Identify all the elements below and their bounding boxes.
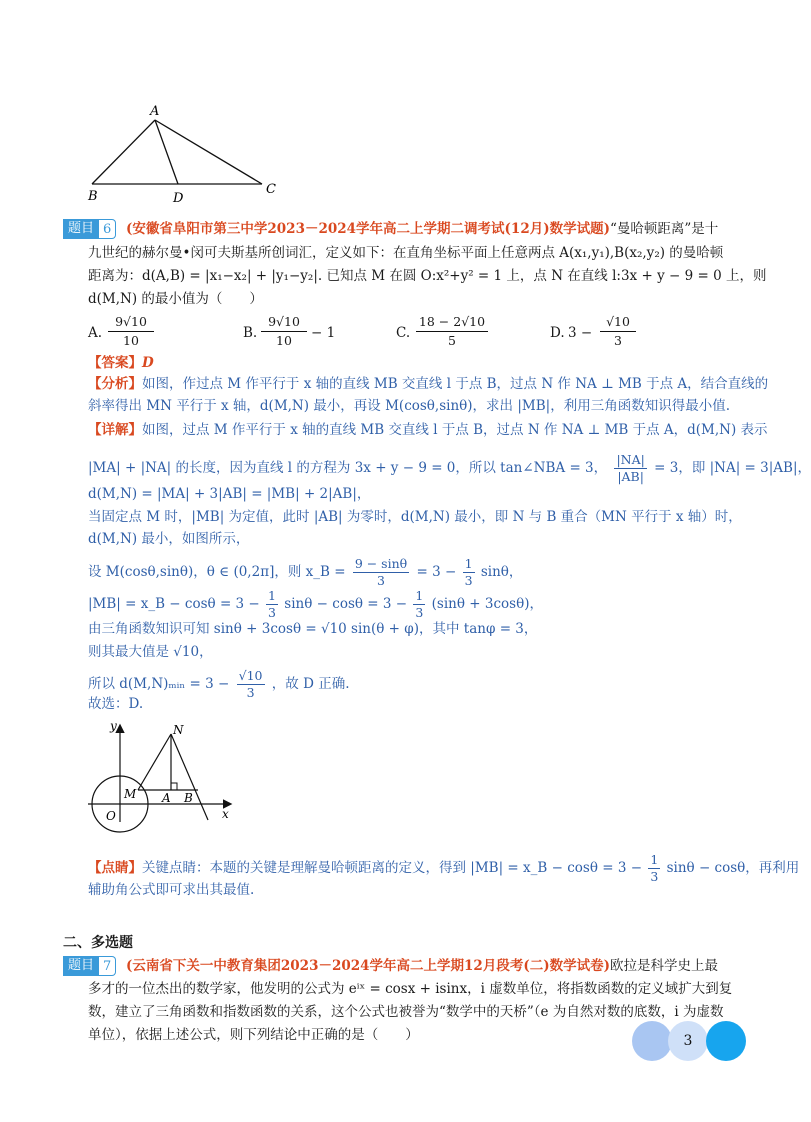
detail-line7-den2: 3 [415, 605, 424, 620]
detail-line2-den: |AB| [617, 469, 644, 484]
option-d-label: D. [550, 325, 565, 341]
detail-line6-c: sinθ， [480, 564, 523, 580]
detail-tag: 【详解】 [88, 422, 142, 438]
label-a: A [162, 791, 171, 805]
detail-line6-num: 9 − sinθ [354, 556, 408, 571]
option-d-den: 3 [614, 333, 622, 348]
detail-line10-b: ，故 D 正确. [271, 676, 350, 692]
analysis-line-1 [88, 374, 768, 394]
detail-line2-b: = 3，即 |NA| = 3|AB|， [654, 460, 811, 476]
question-badge-7 [63, 956, 116, 976]
detail-line7-frac2 [413, 588, 425, 621]
detail-line-8: 由三角函数知识可知 sinθ + 3cosθ = √10 sin(θ + φ)，其中 tanφ = 3， [88, 621, 538, 637]
label-o: O [106, 809, 116, 823]
option-b-den: 10 [276, 333, 292, 348]
detail-line-11: 故选：D. [88, 696, 144, 712]
detail-line10-den: 3 [246, 685, 255, 700]
answer-line [88, 353, 154, 373]
detail-line10-a: 所以 d(M,N)ₘᵢₙ = 3 − [88, 676, 230, 692]
detail-line-9: 则其最大值是 √10， [88, 644, 213, 660]
label-y: y [110, 719, 117, 733]
page-circle-right [706, 1021, 746, 1061]
badge-number: 7 [99, 956, 116, 976]
detail-line6-a: 设 M(cosθ,sinθ)，θ ∈ (0,2π]，则 x_B = [88, 564, 346, 580]
option-c-label: C. [396, 325, 411, 341]
detail-line7-num: 1 [268, 588, 276, 603]
detail-line2-a: |MA| + |NA| 的长度，因为直线 l 的方程为 3x + y − 9 = 0，所以 tan∠NBA = 3， [88, 460, 608, 476]
q7-line1-tail: 欧拉是科学史上最 [609, 958, 718, 974]
side-ab [92, 120, 155, 184]
detail-line-4: 当固定点 M 时，|MB| 为定值，此时 |AB| 为零时，d(M,N) 最小，即 N 与 B 重合（MN 平行于 x 轴）时， [88, 509, 742, 525]
answer-value: D [142, 355, 154, 371]
label-n: N [173, 723, 184, 737]
q7-line-2: 多才的一位杰出的数学家，他发明的公式为 eⁱˣ = cosx + isinx，i 虚数单位，将指数函数的定义域扩大到复 [88, 981, 733, 997]
comment-line1-b: sinθ − cosθ，再利用 [666, 860, 800, 876]
comment-tag: 【点睛】 [88, 860, 142, 876]
detail-line7-b: sinθ − cosθ = 3 − [284, 596, 408, 612]
detail-line-3: d(M,N) = |MA| + 3|AB| = |MB| + 2|AB|， [88, 486, 371, 502]
detail-line-1 [88, 420, 768, 440]
label-b: B [184, 791, 193, 805]
detail-line10-num: √10 [238, 668, 263, 683]
option-a-den: 10 [123, 333, 139, 348]
median-ad [155, 120, 178, 184]
detail-line10-frac [237, 668, 265, 701]
detail-line6-frac [353, 556, 409, 589]
detail-line-6 [88, 556, 522, 589]
comment-line1-a: 关键点睛：本题的关键是理解曼哈顿距离的定义，得到 |MB| = x_B − cosθ = 3 − [142, 860, 643, 876]
q6-line-3: 距离为：d(A,B) = |x₁−x₂| + |y₁−y₂|. 已知点 M 在圆 O:x²+y² = 1 上，点 N 在直线 l:3x + y − 9 = 0 上，则 [88, 268, 767, 284]
analysis-tag: 【分析】 [88, 376, 142, 392]
detail-line-7 [88, 588, 543, 621]
comment-frac [648, 852, 660, 885]
detail-line7-c: (sinθ + 3cosθ)， [431, 596, 543, 612]
badge-label: 题目 [63, 219, 99, 239]
analysis-text-1: 如图，作过点 M 作平行于 x 轴的直线 MB 交直线 l 于点 B，过点 N 作 NA ⊥ MB 于点 A，结合直线的 [142, 376, 769, 392]
q6-line-4: d(M,N) 的最小值为（ ） [88, 291, 263, 307]
detail-line7-frac [266, 588, 278, 621]
detail-line7-num2: 1 [415, 588, 424, 603]
segment-mn [138, 734, 171, 790]
comment-num: 1 [650, 852, 659, 867]
section-title: 二、多选题 [63, 935, 133, 951]
option-c-num: 18 − 2√10 [416, 313, 488, 332]
right-angle-mark [171, 783, 177, 790]
option-b-label: B. [243, 325, 258, 341]
option-a-num: 9√10 [108, 313, 154, 332]
option-d-num: √10 [600, 313, 636, 332]
badge-label: 题目 [63, 956, 99, 976]
detail-line-5: d(M,N) 最小，如图所示， [88, 531, 250, 547]
q7-source: (云南省下关一中教育集团2023－2024学年高二上学期12月段考(二)数学试卷) [126, 958, 610, 974]
q6-line-2: 九世纪的赫尔曼•闵可夫斯基所创词汇，定义如下：在直角坐标平面上任意两点 A(x₁,y₁),B(x₂,y₂) 的曼哈顿 [88, 245, 724, 261]
detail-line6-den: 3 [377, 573, 385, 588]
page-circle-left [632, 1021, 672, 1061]
comment-den: 3 [650, 869, 659, 884]
detail-line6-b: = 3 − [416, 564, 457, 580]
detail-line-2 [88, 452, 811, 485]
label-x: x [222, 807, 229, 821]
option-b-num: 9√10 [261, 313, 307, 332]
comment-line-2: 辅助角公式即可求出其最值. [88, 882, 255, 898]
q7-line-1 [126, 956, 718, 976]
detail-text-1: 如图，过点 M 作平行于 x 轴的直线 MB 交直线 l 于点 B，过点 N 作 NA ⊥ MB 于点 A，d(M,N) 表示 [142, 422, 768, 438]
q6-line1-tail: “曼哈顿距离”是十 [609, 221, 719, 237]
label-m: M [124, 787, 137, 801]
analysis-line-2: 斜率得出 MN 平行于 x 轴，d(M,N) 最小，再设 M(cosθ,sinθ)，求出 |MB|，利用三角函数知识得最小值. [88, 398, 730, 414]
badge-number: 6 [99, 219, 116, 239]
option-d-pre: 3 − [568, 325, 593, 341]
detail-line6-num2: 1 [464, 556, 473, 571]
option-c-den: 5 [448, 333, 456, 348]
detail-line7-a: |MB| = x_B − cosθ = 3 − [88, 596, 260, 612]
detail-line7-den: 3 [268, 605, 276, 620]
label-c: C [266, 182, 276, 197]
label-d: D [173, 191, 184, 206]
triangle-figure [80, 100, 290, 210]
detail-line6-den2: 3 [464, 573, 473, 588]
option-b-tail: − 1 [311, 325, 336, 341]
page-number: 3 [668, 1021, 708, 1061]
answer-tag: 【答案】 [88, 355, 142, 371]
side-ac [155, 120, 262, 184]
detail-line2-num: |NA| [616, 452, 645, 467]
coordinate-figure [80, 718, 250, 828]
q7-line-4: 单位），依据上述公式，则下列结论中正确的是（ ） [88, 1027, 419, 1043]
question-badge-6 [63, 219, 116, 239]
option-a-label: A. [88, 325, 103, 341]
detail-line2-frac [614, 452, 646, 485]
detail-line6-frac2 [463, 556, 475, 589]
q6-source: (安徽省阜阳市第三中学2023－2024学年高二上学期二调考试(12月)数学试题) [126, 221, 610, 237]
label-b: B [88, 189, 98, 204]
label-a: A [150, 104, 160, 119]
q6-line-1 [126, 219, 718, 239]
q7-line-3: 数，建立了三角函数和指数函数的关系，这个公式也被誉为“数学中的天桥”（e 为自然对数的底数，i 为虚数 [88, 1004, 724, 1020]
line-l [171, 734, 208, 820]
